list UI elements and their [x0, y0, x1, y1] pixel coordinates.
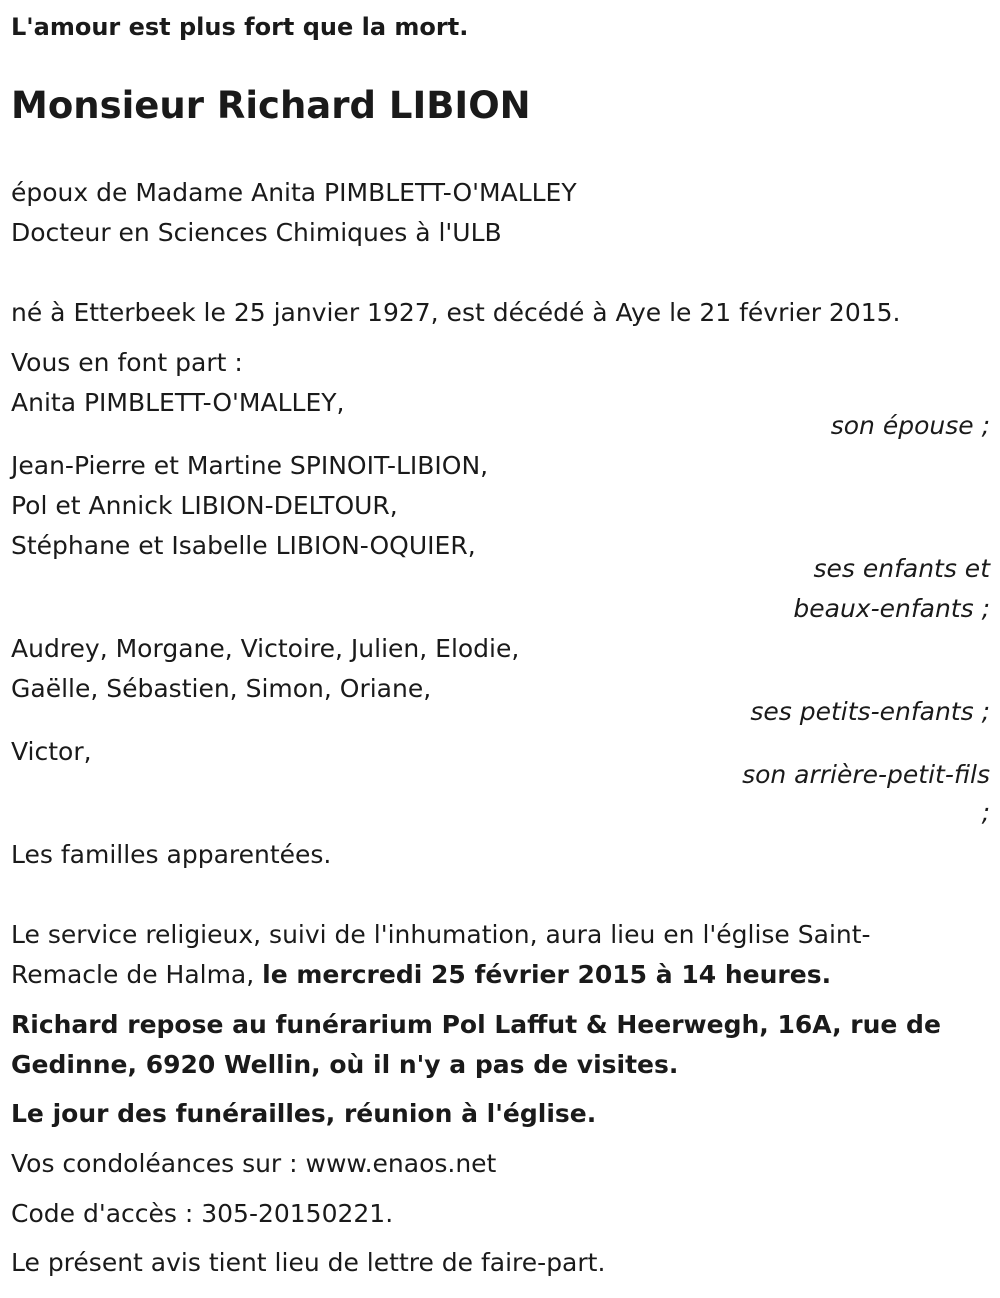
child-entry: Stéphane et Isabelle LIBION-OQUIER, — [11, 531, 476, 560]
children-block — [11, 446, 990, 566]
children-role-line2: beaux-enfants ; — [793, 594, 990, 623]
service-location: Remacle de Halma, — [11, 960, 263, 989]
children-role-block — [11, 549, 990, 629]
grandchildren-role-block — [11, 692, 990, 732]
spouse-name: Anita PIMBLETT-O'MALLEY, — [11, 388, 345, 417]
funerarium-block — [11, 1005, 990, 1085]
grandchildren-entry: Audrey, Morgane, Victoire, Julien, Elodie, — [11, 634, 520, 663]
access-code-text: Code d'accès : 305-20150221. — [11, 1199, 394, 1228]
grandchildren-role: ses petits-enfants ; — [750, 697, 990, 726]
great-grandchild-role-block — [11, 755, 990, 831]
grandchildren-entry: Gaëlle, Sébastien, Simon, Oriane, — [11, 674, 432, 703]
birth-death-line — [11, 293, 990, 333]
intro-block — [11, 173, 990, 253]
birth-death-text: né à Etterbeek le 25 janvier 1927, est décédé à Aye le 21 février 2015. — [11, 298, 901, 327]
epigraph: L'amour est plus fort que la mort. — [11, 13, 469, 41]
access-code-block — [11, 1194, 990, 1234]
child-entry: Pol et Annick LIBION-DELTOUR, — [11, 491, 398, 520]
spouse-role-block — [11, 406, 990, 446]
service-block — [11, 915, 990, 995]
announce-text: Vous en font part : — [11, 348, 243, 377]
funerarium-line1: Richard repose au funérarium Pol Laffut & Heerwegh, 16A, rue de — [11, 1010, 941, 1039]
child-entry: Jean-Pierre et Martine SPINOIT-LIBION, — [11, 451, 489, 480]
profession-line: Docteur en Sciences Chimiques à l'ULB — [11, 218, 502, 247]
great-grandchild-role-line2: ; — [981, 798, 990, 827]
condolences-block — [11, 1144, 990, 1184]
great-grandchild-entry: Victor, — [11, 737, 92, 766]
spouse-line: époux de Madame Anita PIMBLETT-O'MALLEY — [11, 178, 577, 207]
funerarium-line2: Gedinne, 6920 Wellin, où il n'y a pas de visites. — [11, 1050, 679, 1079]
service-date: le mercredi 25 février 2015 à 14 heures. — [262, 960, 832, 989]
relatives-text: Les familles apparentées. — [11, 840, 332, 869]
service-line1: Le service religieux, suivi de l'inhumation, aura lieu en l'église Saint- — [11, 920, 871, 949]
condolences-text: Vos condoléances sur : www.enaos.net — [11, 1149, 497, 1178]
meeting-text: Le jour des funérailles, réunion à l'église. — [11, 1099, 597, 1128]
great-grandchild-role-line1: son arrière-petit-fils — [742, 760, 990, 789]
service-line2 — [11, 955, 990, 995]
spouse-role: son épouse ; — [830, 411, 990, 440]
relatives-block — [11, 835, 990, 875]
closing-block — [11, 1243, 990, 1283]
closing-text: Le présent avis tient lieu de lettre de faire-part. — [11, 1248, 606, 1277]
deceased-name: Monsieur Richard LIBION — [11, 84, 531, 127]
children-role-line1: ses enfants et — [813, 554, 990, 583]
meeting-block — [11, 1094, 990, 1134]
